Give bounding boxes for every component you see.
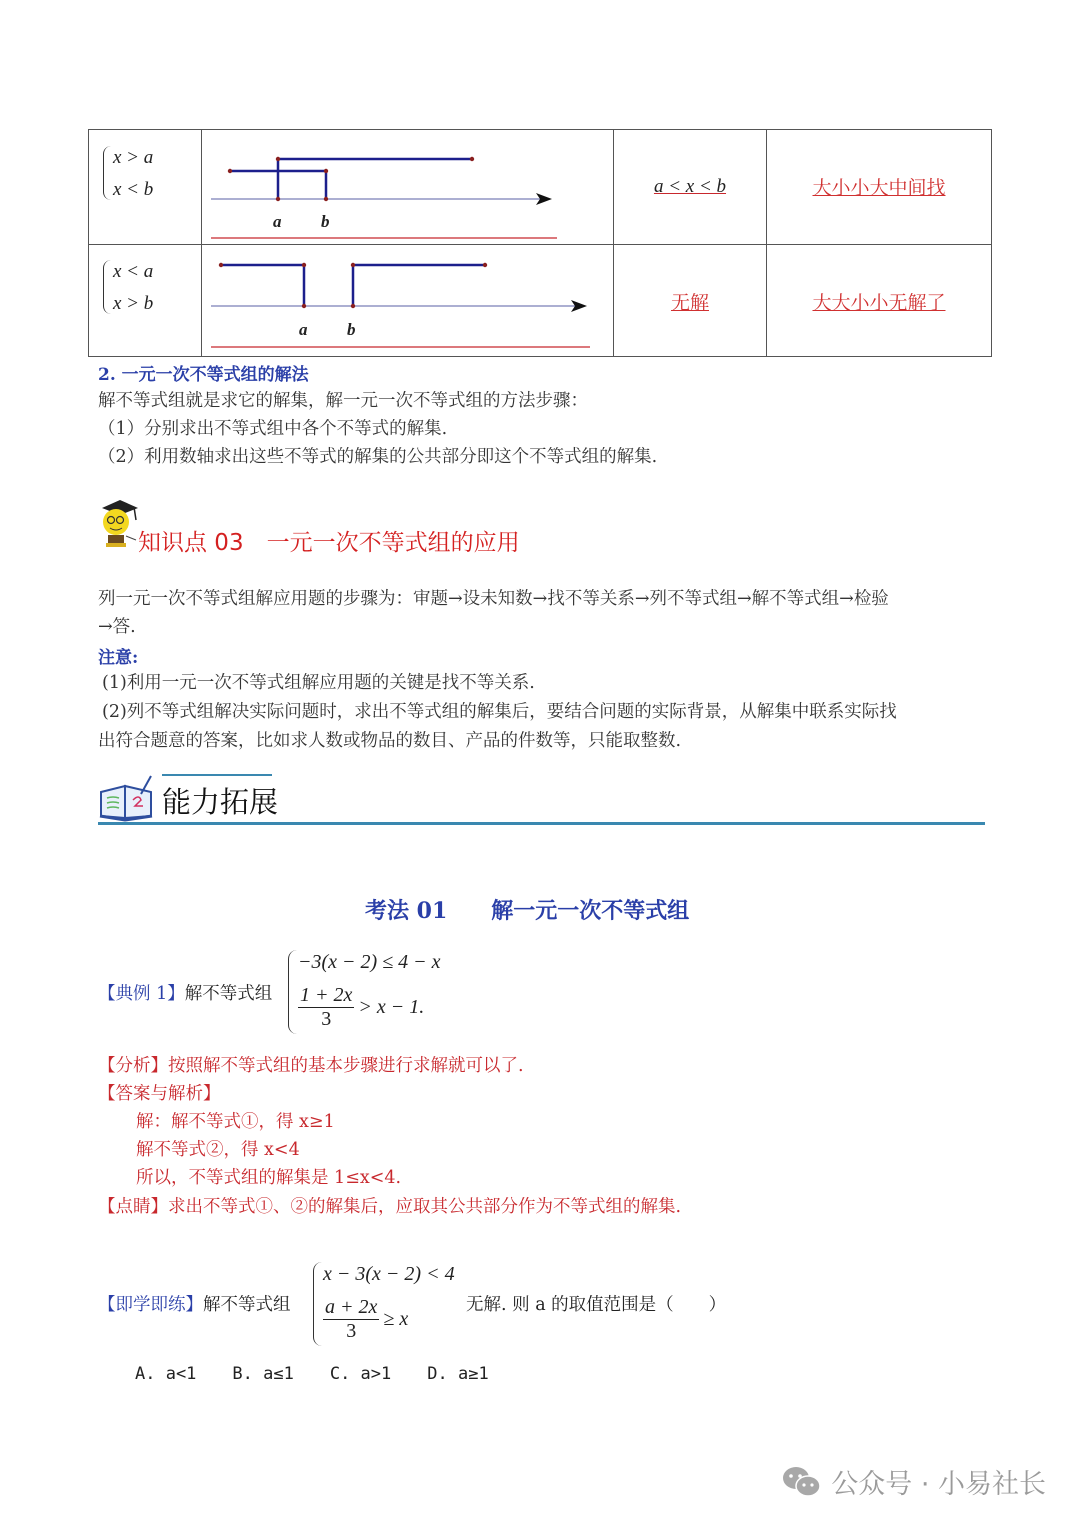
answer-label: 【答案与解析】 [98, 1084, 221, 1104]
note-item: 出符合题意的答案，比如求人数或物品的数目、产品的件数等，只能取整数. [98, 731, 682, 751]
answer-line: 所以，不等式组的解集是 1≤x<4. [136, 1168, 402, 1188]
section-heading: 2. 一元一次不等式组的解法 [98, 365, 309, 385]
knowledge-point-title: 知识点 03 一元一次不等式组的应用 [138, 530, 520, 556]
practice-label: 【即学即练】 [98, 1295, 203, 1315]
note-label: 注意: [98, 648, 139, 668]
step-item: （1）分别求出不等式组中各个不等式的解集. [98, 419, 448, 439]
ability-title: 能力拓展 [162, 785, 279, 819]
method-title: 考法 01 解一元一次不等式组 [365, 898, 690, 924]
option-d[interactable]: D. a≥1 [427, 1364, 489, 1384]
analysis: 【分析】按照解不等式组的基本步骤进行求解就可以了. [98, 1056, 524, 1076]
application-steps-cont: →答. [98, 617, 136, 637]
inequality-2: $\frac{a + 2x}{3}$ ≥ x [325, 1296, 409, 1342]
axis-label-a: a [273, 212, 282, 231]
step-item: （2）利用数轴求出这些不等式的解集的公共部分即这个不等式组的解集. [98, 447, 658, 467]
note-item: (1)利用一元一次不等式组解应用题的关键是找不等关系. [102, 673, 535, 693]
system-row-1: x > a x < b [103, 142, 153, 206]
axis-label-b: b [347, 320, 356, 339]
section-intro: 解不等式组就是求它的解集，解一元一次不等式组的方法步骤： [98, 391, 588, 411]
mnemonic: 大大小小无解了 [812, 292, 946, 314]
wechat-icon [781, 1465, 823, 1499]
system-row-2: x < a x > b [103, 256, 153, 320]
application-steps: 列一元一次不等式组解应用题的步骤为：审题→设未知数→找不等关系→列不等式组→解不等式组→检验 [98, 589, 889, 609]
answer-line: 解不等式②，得 x<4 [136, 1140, 300, 1160]
system-brace [313, 1262, 322, 1346]
open-book-icon [97, 772, 155, 822]
section-rule [98, 822, 985, 825]
option-c[interactable]: C. a>1 [329, 1364, 392, 1384]
option-a[interactable]: A. a<1 [135, 1364, 197, 1384]
axis-label-b: b [321, 212, 330, 231]
example-label: 【典例 1】 [98, 984, 185, 1004]
axis-label-a: a [299, 320, 308, 339]
solution-set: a < x < b [653, 175, 727, 197]
watermark: 公众号 · 小易社长 [781, 1462, 1046, 1501]
answer-line: 解：解不等式①，得 x≥1 [136, 1112, 335, 1132]
solution-set: 无解 [670, 292, 709, 314]
inequality-1: −3(x − 2) ≤ 4 − x [298, 951, 441, 973]
system-brace [288, 950, 297, 1034]
option-b[interactable]: B. a≤1 [232, 1364, 294, 1384]
inequality-table [88, 129, 992, 357]
tip: 【点睛】求出不等式①、②的解集后，应取其公共部分作为不等式组的解集. [98, 1197, 682, 1217]
number-line-diagram-2 [202, 245, 612, 358]
inequality-1: x − 3(x − 2) < 4 [323, 1263, 455, 1285]
practice-question: 无解. 则 a 的取值范围是（ ） [466, 1295, 727, 1315]
mnemonic: 大小小大中间找 [812, 177, 946, 199]
answer-options [135, 1364, 489, 1384]
scholar-mascot-icon [96, 498, 140, 550]
number-line-diagram-1 [202, 130, 612, 243]
note-item: (2)列不等式组解决实际问题时，求出不等式组的解集后，要结合问题的实际背景，从解集中联系实际找 [102, 702, 897, 722]
example-prompt: 解不等式组 [184, 984, 273, 1004]
practice-prompt: 解不等式组 [203, 1295, 291, 1315]
inequality-2: $\frac{1 + 2x}{3}$ > x − 1. [300, 984, 425, 1030]
title-accent-rule [162, 774, 272, 776]
